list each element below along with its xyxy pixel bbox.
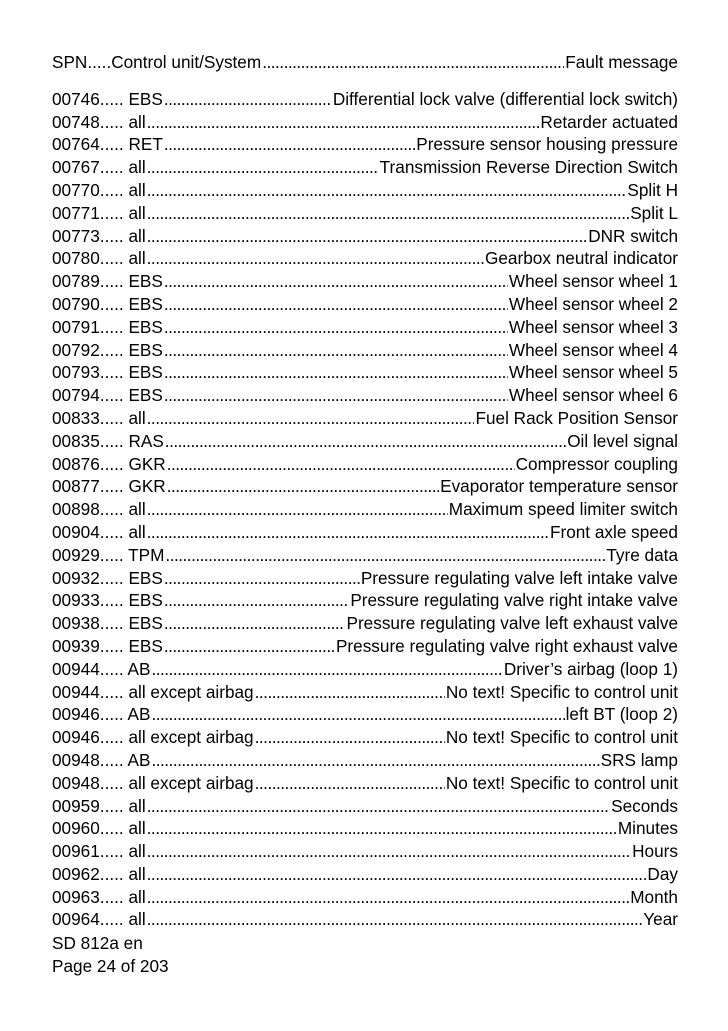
row-spn-unit <box>52 658 150 681</box>
document-id: SD 812a en <box>52 933 143 953</box>
fault-row <box>52 635 678 658</box>
row-spn: 00877 <box>52 476 100 497</box>
fault-row <box>52 316 678 339</box>
fault-row <box>52 703 678 726</box>
document-page <box>52 51 678 931</box>
row-separator-dots: ..... <box>99 476 129 497</box>
row-control-unit: EBS <box>128 339 163 360</box>
row-control-unit: EBS <box>128 316 163 337</box>
leader-dots <box>147 111 540 134</box>
row-spn: 00932 <box>52 567 100 588</box>
fault-row <box>52 179 678 202</box>
leader-dots <box>165 430 566 453</box>
row-spn-unit <box>52 612 163 635</box>
row-separator-dots: ..... <box>99 521 129 542</box>
row-control-unit: AB <box>127 749 151 770</box>
row-separator-dots: ..... <box>99 111 129 132</box>
row-control-unit: all <box>128 157 146 178</box>
row-spn-unit <box>52 270 163 293</box>
row-spn-unit <box>52 886 146 909</box>
fault-row <box>52 726 678 749</box>
fault-row <box>52 567 678 590</box>
row-separator-dots: ..... <box>99 886 129 907</box>
row-control-unit: all <box>128 202 146 223</box>
row-spn: 00962 <box>52 863 100 884</box>
leader-dots <box>164 316 508 339</box>
fault-list <box>52 88 678 931</box>
leader-dots <box>164 589 349 612</box>
row-separator-dots: ..... <box>99 362 129 383</box>
row-spn-unit <box>52 589 163 612</box>
row-separator-dots: ..... <box>99 248 129 269</box>
row-separator-dots: ..... <box>99 727 129 748</box>
fault-row <box>52 544 678 567</box>
row-control-unit: all <box>128 521 146 542</box>
row-spn: 00898 <box>52 499 100 520</box>
leader-dots <box>164 612 346 635</box>
leader-dots <box>147 521 549 544</box>
row-spn-unit <box>52 795 146 818</box>
row-separator-dots: ..... <box>99 909 129 930</box>
leader-dots <box>147 908 643 931</box>
row-spn: 00948 <box>52 772 100 793</box>
row-spn: 00948 <box>52 749 100 770</box>
row-spn: 00833 <box>52 407 100 428</box>
row-fault-message: Split L <box>630 202 678 223</box>
fault-row <box>52 361 678 384</box>
row-spn-unit <box>52 339 163 362</box>
fault-row <box>52 840 678 863</box>
row-control-unit: EBS <box>128 590 163 611</box>
leader-dots <box>147 156 379 179</box>
row-separator-dots: ..... <box>99 202 129 223</box>
row-spn-unit <box>52 293 163 316</box>
row-spn-unit <box>52 840 146 863</box>
row-spn: 00764 <box>52 134 100 155</box>
row-separator-dots: ..... <box>99 749 128 770</box>
row-control-unit: GKR <box>128 476 166 497</box>
row-fault-message: Day <box>647 863 678 884</box>
row-separator-dots: ..... <box>99 316 129 337</box>
table-header <box>52 51 678 74</box>
row-spn: 00946 <box>52 727 100 748</box>
row-spn: 00767 <box>52 157 100 178</box>
row-spn: 00904 <box>52 521 100 542</box>
row-separator-dots: ..... <box>99 453 129 474</box>
row-control-unit: all <box>128 499 146 520</box>
row-fault-message: Split H <box>627 179 678 200</box>
leader-dots <box>164 567 360 590</box>
row-control-unit: all <box>128 111 146 132</box>
row-spn-unit <box>52 681 254 704</box>
row-control-unit: all <box>128 818 146 839</box>
row-spn: 00961 <box>52 841 100 862</box>
row-spn: 00929 <box>52 544 100 565</box>
row-spn: 00770 <box>52 179 100 200</box>
row-fault-message: Front axle speed <box>549 521 678 542</box>
header-right-label: Fault message <box>565 52 678 72</box>
row-separator-dots: ..... <box>99 339 129 360</box>
row-fault-message: SRS lamp <box>600 749 678 770</box>
row-spn-unit <box>52 749 150 772</box>
leader-dots <box>147 817 617 840</box>
row-spn-unit <box>52 567 163 590</box>
row-fault-message: Year <box>643 909 678 930</box>
row-fault-message: Pressure regulating valve left intake valve <box>360 567 678 588</box>
fault-row <box>52 339 678 362</box>
row-fault-message: Wheel sensor wheel 6 <box>508 385 678 406</box>
row-spn-unit <box>52 384 163 407</box>
fault-row <box>52 886 678 909</box>
row-control-unit: EBS <box>128 567 163 588</box>
fault-row <box>52 407 678 430</box>
leader-dots <box>164 133 415 156</box>
row-fault-message: Pressure regulating valve right intake valve <box>350 590 678 611</box>
leader-dots <box>164 339 508 362</box>
fault-row <box>52 293 678 316</box>
row-spn-unit <box>52 817 146 840</box>
row-control-unit: all <box>128 225 146 246</box>
row-control-unit: all <box>128 863 146 884</box>
row-separator-dots: ..... <box>99 179 129 200</box>
row-fault-message: Evaporator temperature sensor <box>440 476 678 497</box>
leader-dots <box>164 270 508 293</box>
row-spn: 00748 <box>52 111 100 132</box>
row-separator-dots: ..... <box>99 293 129 314</box>
page-number: Page 24 of 203 <box>52 955 169 976</box>
row-separator-dots: ..... <box>99 681 129 702</box>
fault-row <box>52 111 678 134</box>
row-control-unit: RAS <box>128 430 164 451</box>
row-separator-dots: ..... <box>99 225 129 246</box>
row-fault-message: Differential lock valve (differential lock switch) <box>332 88 678 109</box>
row-control-unit: RET <box>128 134 163 155</box>
row-spn: 00959 <box>52 795 100 816</box>
row-control-unit: EBS <box>128 293 163 314</box>
row-fault-message: Driver’s airbag (loop 1) <box>503 658 678 679</box>
row-control-unit: all <box>128 248 146 269</box>
row-spn: 00773 <box>52 225 100 246</box>
row-spn-unit <box>52 179 146 202</box>
row-separator-dots: ..... <box>99 544 129 565</box>
row-spn: 00792 <box>52 339 100 360</box>
row-control-unit: all <box>128 407 146 428</box>
row-separator-dots: ..... <box>99 613 129 634</box>
row-control-unit: all <box>128 179 146 200</box>
row-spn: 00876 <box>52 453 100 474</box>
fault-row <box>52 658 678 681</box>
row-control-unit: AB <box>127 704 151 725</box>
fault-row <box>52 908 678 931</box>
row-control-unit: all <box>128 886 146 907</box>
row-control-unit: all except airbag <box>128 727 254 748</box>
leader-dots <box>164 384 508 407</box>
leader-dots <box>255 681 445 704</box>
row-fault-message: Month <box>630 886 678 907</box>
row-fault-message: Retarder actuated <box>540 111 678 132</box>
row-spn-unit <box>52 863 146 886</box>
fault-row <box>52 156 678 179</box>
row-separator-dots: ..... <box>99 88 129 109</box>
leader-dots <box>147 863 647 886</box>
row-control-unit: all <box>128 841 146 862</box>
fault-row <box>52 817 678 840</box>
row-fault-message: Fuel Rack Position Sensor <box>475 407 678 428</box>
row-fault-message: left BT (loop 2) <box>565 704 678 725</box>
row-fault-message: Seconds <box>611 795 678 816</box>
leader-dots <box>147 202 630 225</box>
row-fault-message: No text! Specific to control unit <box>445 727 678 748</box>
row-separator-dots: ..... <box>99 795 129 816</box>
row-fault-message: Minutes <box>617 818 678 839</box>
row-spn-unit <box>52 453 166 476</box>
leader-dots <box>255 772 445 795</box>
row-spn: 00964 <box>52 909 100 930</box>
row-separator-dots: ..... <box>99 430 129 451</box>
row-spn: 00944 <box>52 681 100 702</box>
leader-dots <box>167 475 439 498</box>
row-spn: 00791 <box>52 316 100 337</box>
row-spn-unit <box>52 908 146 931</box>
row-fault-message: Gearbox neutral indicator <box>485 248 678 269</box>
leader-dots <box>151 749 599 772</box>
leader-dots <box>164 635 335 658</box>
fault-row <box>52 612 678 635</box>
fault-row <box>52 270 678 293</box>
fault-row <box>52 498 678 521</box>
leader-dots <box>151 703 564 726</box>
row-fault-message: Hours <box>632 841 678 862</box>
row-fault-message: Pressure regulating valve right exhaust valve <box>335 635 678 656</box>
row-separator-dots: ..... <box>99 157 129 178</box>
fault-row <box>52 749 678 772</box>
row-spn-unit <box>52 521 146 544</box>
row-spn-unit <box>52 133 163 156</box>
fault-row <box>52 863 678 886</box>
row-spn: 00835 <box>52 430 100 451</box>
row-spn-unit <box>52 247 146 270</box>
row-separator-dots: ..... <box>99 841 129 862</box>
row-spn-unit <box>52 726 254 749</box>
row-spn: 00780 <box>52 248 100 269</box>
row-separator-dots: ..... <box>99 818 129 839</box>
row-spn-unit <box>52 544 164 567</box>
header-left-label: SPN.....Control unit/System <box>52 52 262 72</box>
row-control-unit: TPM <box>128 544 165 565</box>
row-spn-unit <box>52 407 146 430</box>
leader-dots <box>164 88 332 111</box>
row-control-unit: all except airbag <box>128 681 254 702</box>
row-fault-message: DNR switch <box>588 225 678 246</box>
fault-row <box>52 681 678 704</box>
fault-row <box>52 475 678 498</box>
page-footer <box>52 932 169 978</box>
row-control-unit: all <box>128 909 146 930</box>
row-control-unit: EBS <box>128 635 163 656</box>
row-fault-message: Tyre data <box>606 544 678 565</box>
row-spn: 00789 <box>52 271 100 292</box>
leader-dots <box>147 886 630 909</box>
row-spn-unit <box>52 111 146 134</box>
leader-dots <box>147 179 627 202</box>
row-separator-dots: ..... <box>99 134 129 155</box>
row-spn-unit <box>52 316 163 339</box>
row-control-unit: EBS <box>128 613 163 634</box>
row-fault-message: Pressure sensor housing pressure <box>416 134 678 155</box>
row-spn-unit <box>52 361 163 384</box>
fault-row <box>52 453 678 476</box>
row-control-unit: all except airbag <box>128 772 254 793</box>
row-separator-dots: ..... <box>99 385 129 406</box>
row-spn-unit <box>52 88 163 111</box>
leader-dots <box>151 658 502 681</box>
fault-row <box>52 384 678 407</box>
row-separator-dots: ..... <box>99 658 128 679</box>
row-separator-dots: ..... <box>99 863 129 884</box>
leader-dots <box>262 51 564 74</box>
fault-row <box>52 88 678 111</box>
leader-dots <box>165 544 605 567</box>
row-control-unit: all <box>128 795 146 816</box>
row-spn-unit <box>52 225 146 248</box>
fault-row <box>52 247 678 270</box>
fault-row <box>52 589 678 612</box>
row-spn-unit <box>52 202 146 225</box>
row-control-unit: EBS <box>128 271 163 292</box>
row-separator-dots: ..... <box>99 407 129 428</box>
row-fault-message: Wheel sensor wheel 5 <box>508 362 678 383</box>
row-spn: 00794 <box>52 385 100 406</box>
row-separator-dots: ..... <box>99 271 129 292</box>
row-separator-dots: ..... <box>99 704 128 725</box>
row-fault-message: Maximum speed limiter switch <box>448 499 678 520</box>
row-separator-dots: ..... <box>99 590 129 611</box>
row-separator-dots: ..... <box>99 635 129 656</box>
row-fault-message: Pressure regulating valve left exhaust valve <box>346 613 678 634</box>
fault-row <box>52 795 678 818</box>
leader-dots <box>164 361 508 384</box>
fault-row <box>52 202 678 225</box>
leader-dots <box>167 453 515 476</box>
row-spn-unit <box>52 635 163 658</box>
row-control-unit: EBS <box>128 362 163 383</box>
fault-row <box>52 225 678 248</box>
row-spn-unit <box>52 475 166 498</box>
row-fault-message: Compressor coupling <box>515 453 678 474</box>
leader-dots <box>147 840 631 863</box>
row-control-unit: GKR <box>128 453 166 474</box>
row-fault-message: No text! Specific to control unit <box>445 681 678 702</box>
row-fault-message: Wheel sensor wheel 4 <box>508 339 678 360</box>
leader-dots <box>147 407 475 430</box>
row-spn: 00933 <box>52 590 100 611</box>
row-spn: 00946 <box>52 704 100 725</box>
row-fault-message: Wheel sensor wheel 1 <box>508 271 678 292</box>
row-spn-unit <box>52 430 164 453</box>
leader-dots <box>147 795 610 818</box>
row-spn: 00944 <box>52 658 100 679</box>
row-spn-unit <box>52 772 254 795</box>
leader-dots <box>147 247 484 270</box>
row-spn: 00960 <box>52 818 100 839</box>
leader-dots <box>147 225 588 248</box>
row-fault-message: No text! Specific to control unit <box>445 772 678 793</box>
row-control-unit: EBS <box>128 88 163 109</box>
leader-dots <box>255 726 445 749</box>
row-spn-unit <box>52 498 146 521</box>
row-fault-message: Transmission Reverse Direction Switch <box>379 157 678 178</box>
row-spn-unit <box>52 156 146 179</box>
row-separator-dots: ..... <box>99 772 129 793</box>
row-spn: 00793 <box>52 362 100 383</box>
fault-row <box>52 772 678 795</box>
row-spn: 00790 <box>52 293 100 314</box>
fault-row <box>52 521 678 544</box>
row-control-unit: AB <box>127 658 151 679</box>
row-spn: 00938 <box>52 613 100 634</box>
row-separator-dots: ..... <box>99 567 129 588</box>
row-spn-unit <box>52 703 150 726</box>
row-spn: 00771 <box>52 202 100 223</box>
row-fault-message: Wheel sensor wheel 3 <box>508 316 678 337</box>
leader-dots <box>164 293 508 316</box>
row-spn: 00963 <box>52 886 100 907</box>
fault-row <box>52 133 678 156</box>
fault-row <box>52 430 678 453</box>
row-control-unit: EBS <box>128 385 163 406</box>
leader-dots <box>147 498 448 521</box>
row-fault-message: Wheel sensor wheel 2 <box>508 293 678 314</box>
row-separator-dots: ..... <box>99 499 129 520</box>
row-spn: 00746 <box>52 88 100 109</box>
row-fault-message: Oil level signal <box>567 430 678 451</box>
row-spn: 00939 <box>52 635 100 656</box>
